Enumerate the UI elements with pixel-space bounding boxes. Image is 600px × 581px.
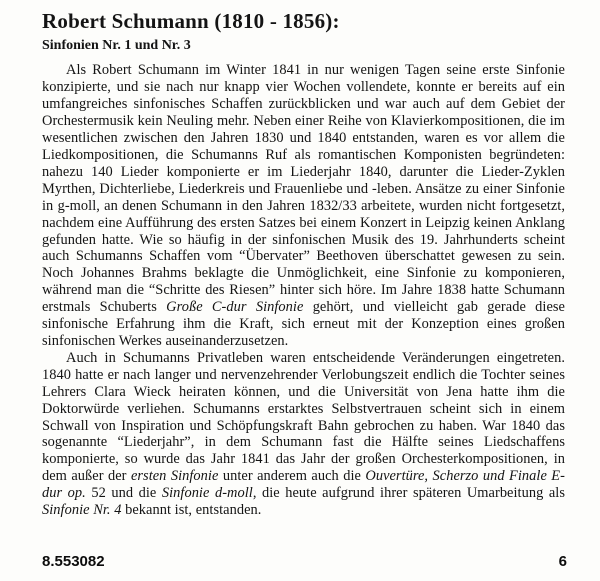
page-number: 6 bbox=[558, 553, 567, 570]
catalog-number: 8.553082 bbox=[42, 553, 105, 570]
body-text bbox=[42, 62, 565, 518]
page-title: Robert Schumann (1810 - 1856): bbox=[42, 9, 340, 33]
page-footer bbox=[42, 553, 567, 570]
page-subtitle: Sinfonien Nr. 1 und Nr. 3 bbox=[42, 38, 191, 54]
paragraph: Als Robert Schumann im Winter 1841 in nur wenigen Tagen seine erste Sinfonie konzipierte, und sie nach nur knapp vier Wochen vollendete, konnte er bereits auf ein umfangreiches sinfonisches Schaffen zurückblicken und war auch auf dem Gebiet der Orchestermusik kein Neuling mehr. Neben einer Reihe von Klavierkompositionen, die im wesentlichen zwischen den Jahren 1830 und 1840 entstanden, waren es vor allem die Liedkompositionen, die Schumanns Ruf als romantischen Komponisten begründeten: nahezu 140 Lieder komponierte er im Liederjahr 1840, darunter die Lieder-Zyklen Myrthen, Dichterliebe, Liederkreis und Frauenliebe und -leben. Ansätze zu einer Sinfonie in g-moll, an denen Schumann in den Jahren 1832/33 arbeitete, wurden nicht fortgesetzt, nachdem eine Aufführung des ersten Satzes bei einem Konzert in Leipzig keinen Anklang gefunden hatte. Wie so häufig in der sinfonischen Musik des 19. Jahrhunderts scheint auch Schumanns Schaffen vom “Übervater” Beethoven überschattet gewesen zu sein. Noch Johannes Brahms beklagte die Unmöglichkeit, eine Sinfonie zu komponieren, während man die “Schritte des Riesen” hinter sich höre. Im Jahre 1838 hatte Schumann erstmals Schuberts Große C-dur Sinfonie gehört, und vielleicht gab gerade diese sinfonische Erfahrung ihm die Kraft, sich erneut mit der Konzeption eines großen sinfonischen Werkes auseinanderzusetzen. bbox=[42, 62, 565, 349]
paragraph: Auch in Schumanns Privatleben waren entscheidende Veränderungen eingetreten. 1840 hatte er nach langer und nervenzehrender Verlobungszeit endlich die Tochter seines Lehrers Clara Wieck heiraten können, und die Universität von Jena hatte ihm die Doktorwürde verliehen. Schumanns erstarktes Selbstvertrauen scheint sich in einem Schwall von Inspiration und Schöpfungskraft Bahn gebrochen zu haben. War 1840 das sogenannte “Liederjahr”, in dem Schumann fast die Hälfte seines Liedschaffens komponierte, so wurde das Jahr 1841 das Jahr der großen Orchesterkompositionen, in dem außer der ersten Sinfonie unter anderem auch die Ouvertüre, Scherzo und Finale E-dur op. 52 und die Sinfonie d-moll, die heute aufgrund ihrer späteren Umarbeitung als Sinfonie Nr. 4 bekannt ist, entstanden. bbox=[42, 349, 565, 519]
